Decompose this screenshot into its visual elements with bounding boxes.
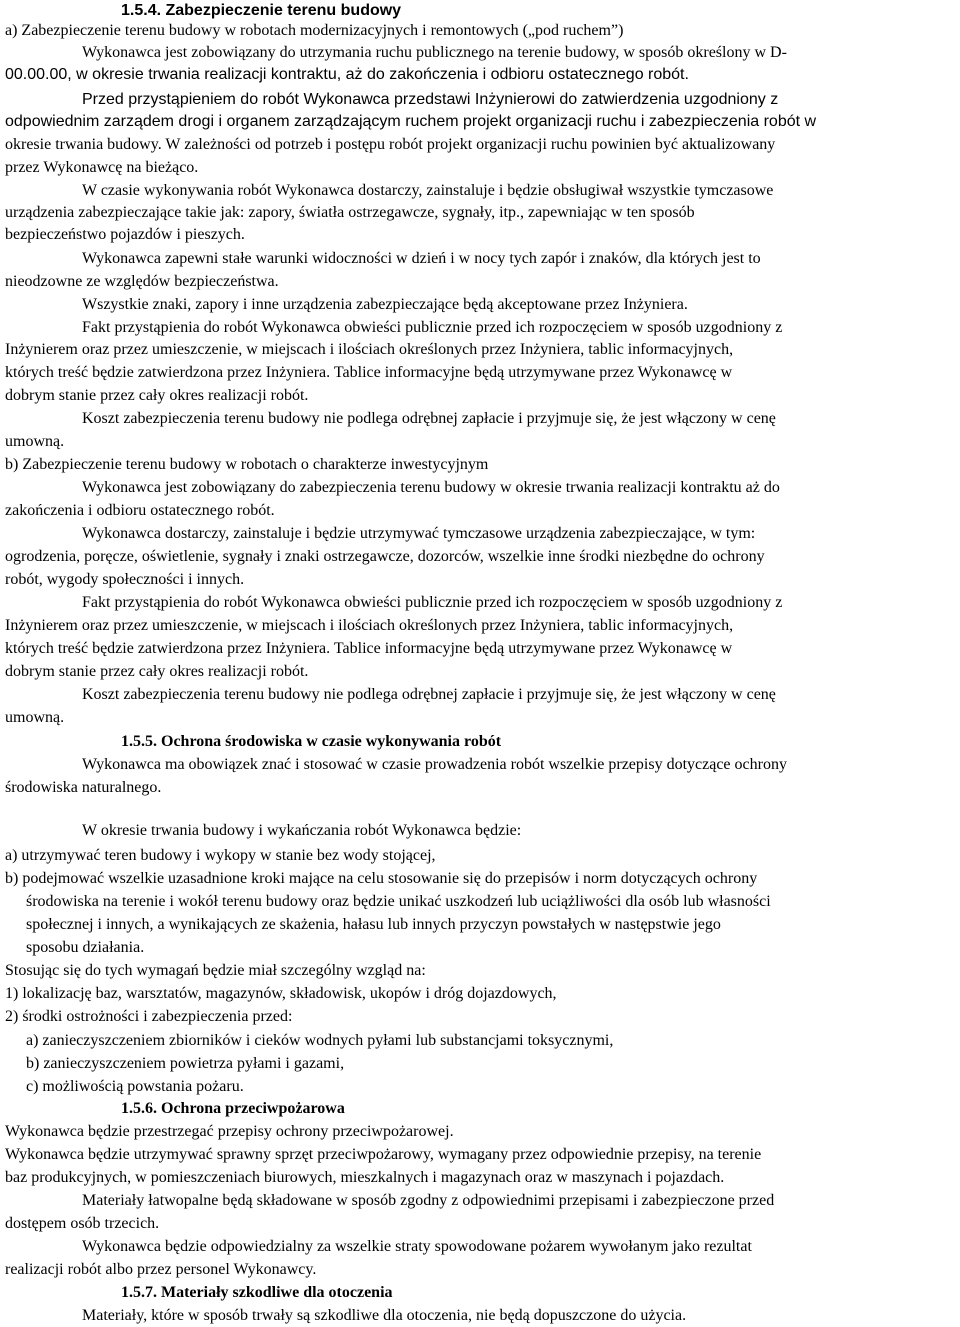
text-line: umowną. bbox=[5, 433, 65, 450]
text-line: sposobu działania. bbox=[26, 939, 145, 956]
text-line: Wykonawca będzie przestrzegać przepisy ochrony przeciwpożarowej. bbox=[5, 1123, 454, 1140]
text-line: a) utrzymywać teren budowy i wykopy w stanie bez wody stojącej, bbox=[5, 847, 436, 864]
text-line: dobrym stanie przez cały okres realizacji robót. bbox=[5, 387, 309, 404]
section-heading: 1.5.5. Ochrona środowiska w czasie wykonywania robót bbox=[121, 733, 502, 750]
text-line: dobrym stanie przez cały okres realizacji robót. bbox=[5, 663, 309, 680]
text-line: Wykonawca jest zobowiązany do zabezpieczenia terenu budowy w okresie trwania realizacji kontraktu aż do bbox=[82, 479, 780, 496]
text-line: urządzenia zabezpieczające takie jak: zapory, światła ostrzegawcze, sygnały, itp., zapewniając w ten sposób bbox=[5, 204, 695, 221]
text-line: ogrodzenia, poręcze, oświetlenie, sygnały i znaki ostrzegawcze, dozorców, wszelkie inne środki niezbędne do ochrony bbox=[5, 548, 765, 565]
text-line: nieodzowne ze względów bezpieczeństwa. bbox=[5, 273, 279, 290]
section-heading: 1.5.6. Ochrona przeciwpożarowa bbox=[121, 1100, 345, 1117]
text-line: bezpieczeństwo pojazdów i pieszych. bbox=[5, 226, 245, 243]
text-line: Materiały, które w sposób trwały są szkodliwe dla otoczenia, nie będą dopuszczone do użycia. bbox=[82, 1307, 687, 1324]
text-line: b) Zabezpieczenie terenu budowy w robotach o charakterze inwestycyjnym bbox=[5, 456, 489, 473]
text-line: Wykonawca zapewni stałe warunki widoczności w dzień i w nocy tych zapór i znaków, dla których jest to bbox=[82, 250, 761, 267]
text-line: Koszt zabezpieczenia terenu budowy nie podlega odrębnej zapłacie i przyjmuje się, że jest włączony w cenę bbox=[82, 410, 776, 427]
text-line: społecznej i innych, a wynikających ze skażenia, hałasu lub innych przyczyn powstałych w następstwie jego bbox=[26, 916, 721, 933]
text-line: środowiska na terenie i wokół terenu budowy oraz będzie unikać uszkodzeń lub uciążliwości dla osób lub własności bbox=[26, 893, 771, 910]
text-line: b) podejmować wszelkie uzasadnione kroki mające na celu stosowanie się do przepisów i norm dotyczących ochrony bbox=[5, 870, 758, 887]
text-line: których treść będzie zatwierdzona przez Inżyniera. Tablice informacyjne będą utrzymywane przez Wykonawcę w bbox=[5, 640, 733, 657]
text-line: Wszystkie znaki, zapory i inne urządzenia zabezpieczające będą akceptowane przez Inżyniera. bbox=[82, 296, 688, 313]
text-line: Inżynierem oraz przez umieszczenie, w miejscach i ilościach określonych przez Inżyniera, tablic informacyjnych, bbox=[5, 341, 734, 358]
text-line: odpowiednim zarządem drogi i organem zarządzającym ruchem projekt organizacji ruchu i zabezpieczenia robót w bbox=[5, 113, 817, 130]
text-line: Wykonawca będzie odpowiedzialny za wszelkie straty spowodowane pożarem wywołanym jako rezultat bbox=[82, 1238, 752, 1255]
text-line: Stosując się do tych wymagań będzie miał szczególny wzgląd na: bbox=[5, 962, 426, 979]
text-line: Fakt przystąpienia do robót Wykonawca obwieści publicznie przed ich rozpoczęciem w sposób uzgodniony z bbox=[82, 594, 783, 611]
text-line: przez Wykonawcę na bieżąco. bbox=[5, 159, 199, 176]
text-line: umowną. bbox=[5, 709, 65, 726]
text-line: okresie trwania budowy. W zależności od potrzeb i postępu robót projekt organizacji ruchu powinien być aktualizowany bbox=[5, 136, 776, 153]
text-line: Koszt zabezpieczenia terenu budowy nie podlega odrębnej zapłacie i przyjmuje się, że jest włączony w cenę bbox=[82, 686, 776, 703]
text-line: a) Zabezpieczenie terenu budowy w robotach modernizacyjnych i remontowych („pod ruchem”) bbox=[5, 22, 624, 39]
text-line: Inżynierem oraz przez umieszczenie, w miejscach i ilościach określonych przez Inżyniera, tablic informacyjnych, bbox=[5, 617, 734, 634]
text-line: realizacji robót albo przez personel Wykonawcy. bbox=[5, 1261, 317, 1278]
text-line: zakończenia i odbioru ostatecznego robót. bbox=[5, 502, 275, 519]
text-line: Wykonawca będzie utrzymywać sprawny sprzęt przeciwpożarowy, wymagany przez odpowiednie przepisy, na terenie bbox=[5, 1146, 762, 1163]
text-line: a) zanieczyszczeniem zbiorników i cieków wodnych pyłami lub substancjami toksycznymi, bbox=[26, 1032, 614, 1049]
text-line: 1) lokalizację baz, warsztatów, magazynów, składowisk, ukopów i dróg dojazdowych, bbox=[5, 985, 557, 1002]
text-line: Fakt przystąpienia do robót Wykonawca obwieści publicznie przed ich rozpoczęciem w sposób uzgodniony z bbox=[82, 319, 783, 336]
section-heading: 1.5.4. Zabezpieczenie terenu budowy bbox=[121, 2, 402, 19]
text-line: 00.00.00, w okresie trwania realizacji kontraktu, aż do zakończenia i odbioru ostatecznego robót. bbox=[5, 66, 689, 83]
text-line: Materiały łatwopalne będą składowane w sposób zgodny z odpowiednimi przepisami i zabezpieczone przed bbox=[82, 1192, 775, 1209]
text-line: Wykonawca ma obowiązek znać i stosować w czasie prowadzenia robót wszelkie przepisy dotyczące ochrony bbox=[82, 756, 787, 773]
text-line: Wykonawca dostarczy, zainstaluje i będzie utrzymywać tymczasowe urządzenia zabezpieczające, w tym: bbox=[82, 525, 756, 542]
text-line: robót, wygody społeczności i innych. bbox=[5, 571, 245, 588]
text-line: środowiska naturalnego. bbox=[5, 779, 162, 796]
text-line: baz produkcyjnych, w pomieszczeniach biurowych, mieszkalnych i magazynach oraz w maszynach i pojazdach. bbox=[5, 1169, 725, 1186]
text-line: których treść będzie zatwierdzona przez Inżyniera. Tablice informacyjne będą utrzymywane przez Wykonawcę w bbox=[5, 364, 733, 381]
section-heading: 1.5.7. Materiały szkodliwe dla otoczenia bbox=[121, 1284, 393, 1301]
text-line: c) możliwością powstania pożaru. bbox=[26, 1078, 244, 1095]
text-line: 2) środki ostrożności i zabezpieczenia przed: bbox=[5, 1008, 293, 1025]
text-line: b) zanieczyszczeniem powietrza pyłami i gazami, bbox=[26, 1055, 345, 1072]
text-line: dostępem osób trzecich. bbox=[5, 1215, 160, 1232]
text-line: W okresie trwania budowy i wykańczania robót Wykonawca będzie: bbox=[82, 822, 522, 839]
text-line: W czasie wykonywania robót Wykonawca dostarczy, zainstaluje i będzie obsługiwał wszystkie tymczasowe bbox=[82, 182, 774, 199]
text-line: Wykonawca jest zobowiązany do utrzymania ruchu publicznego na terenie budowy, w sposób określony w D- bbox=[82, 44, 787, 61]
text-line: Przed przystąpieniem do robót Wykonawca przedstawi Inżynierowi do zatwierdzenia uzgodniony z bbox=[82, 91, 779, 108]
